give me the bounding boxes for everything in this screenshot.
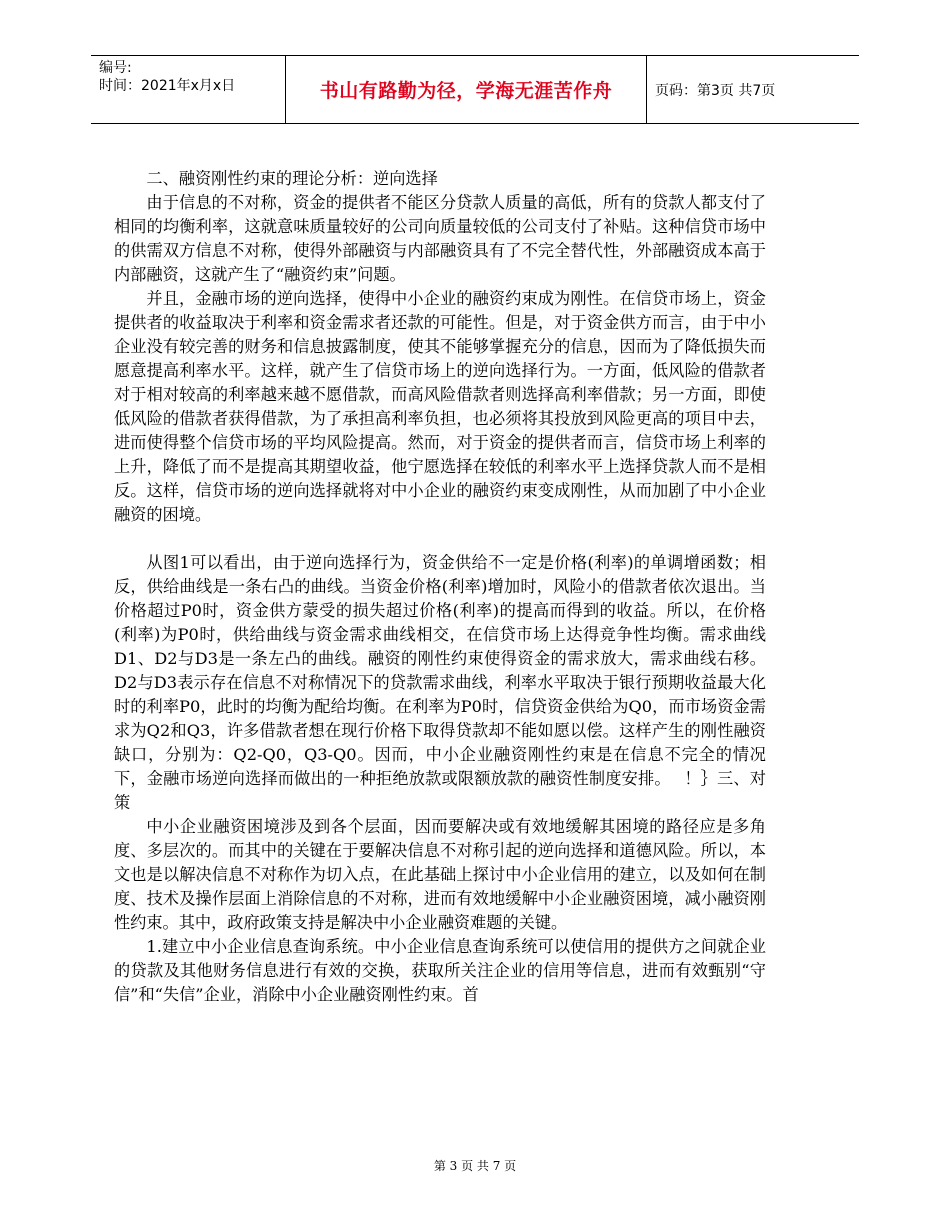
document-body [114, 167, 766, 1007]
paragraph: 中小企业融资困境涉及到各个层面，因而要解决或有效地缓解其困境的路径应是多角度、多层次的。而其中的关键在于要解决信息不对称引起的逆向选择和道德风险。所以，本文也是以解决信息不对称作为切入点，在此基础上探讨中小企业信用的建立，以及如何在制度、技术及操作层面上消除信息的不对称，进而有效地缓解中小企业融资困境，减小融资刚性约束。其中，政府政策支持是解决中小企业融资难题的关键。 [114, 817, 766, 932]
paragraph: 1.建立中小企业信息查询系统。中小企业信息查询系统可以使信用的提供方之间就企业的贷款及其他财务信息进行有效的交换，获取所关注企业的信用等信息，进而有效甄别“守信”和“失信”企业，消除中小企业融资刚性约束。首 [114, 937, 766, 1004]
motto-text: 书山有路勤为径，学海无涯苦作舟 [319, 80, 613, 102]
page-header [91, 55, 859, 124]
number-label: 编号: [99, 60, 132, 76]
paragraph: 由于信息的不对称，资金的提供者不能区分贷款人质量的高低，所有的贷款人都支付了相同的均衡利率，这就意味质量较好的公司向质量较低的公司支付了补贴。这种信贷市场中的供需双方信息不对称，使得外部融资与内部融资具有了不完全替代性，外部融资成本高于内部融资，这就产生了“融资约束”问题。 [114, 193, 766, 284]
paragraph: 从图1可以看出，由于逆向选择行为，资金供给不一定是价格(利率)的单调增函数；相反，供给曲线是一条右凸的曲线。当资金价格(利率)增加时，风险小的借款者依次退出。当价格超过P0时，资金供方蒙受的损失超过价格(利率)的提高而得到的收益。所以，在价格(利率)为P0时，供给曲线与资金需求曲线相交，在信贷市场上达得竞争性均衡。需求曲线D1、D2与D3是一条左凸的曲线。融资的刚性约束使得资金的需求放大，需求曲线右移。D2与D3表示存在信息不对称情况下的贷款需求曲线，利率水平取决于银行预期收益最大化时的利率P0，此时的均衡为配给均衡。在利率为P0时，信贷资金供给为Q0，而市场资金需求为Q2和Q3，许多借款者想在现行价格下取得贷款却不能如愿以偿。这样产生的刚性融资缺口，分别为：Q2-Q0，Q3-Q0。因而，中小企业融资刚性约束是在信息不完全的情况下，金融市场逆向选择而做出的一种拒绝放款或限额放款的融资性制度安排。 ！｝三、对策 [114, 553, 766, 812]
page-info: 页码：第3页 共7页 [655, 83, 776, 99]
header-motto-cell [286, 56, 647, 123]
header-meta-cell [91, 56, 286, 123]
paragraph: 并且，金融市场的逆向选择，使得中小企业的融资约束成为刚性。在信贷市场上，资金提供者的收益取决于利率和资金需求者还款的可能性。但是，对于资金供方而言，由于中小企业没有较完善的财务和信息披露制度，使其不能够掌握充分的信息，因而为了降低损失而愿意提高利率水平。这样，就产生了信贷市场上的逆向选择行为。一方面，低风险的借款者对于相对较高的利率越来越不愿借款，而高风险借款者则选择高利率借款；另一方面，即使低风险的借款者获得借款，为了承担高利率负担，也必须将其投放到风险更高的项目中去，进而使得整个信贷市场的平均风险提高。然而，对于资金的提供者而言，信贷市场上利率的上升，降低了而不是提高其期望收益，他宁愿选择在较低的利率水平上选择贷款人而不是相反。这样，信贷市场的逆向选择就将对中小企业的融资约束变成刚性，从而加剧了中小企业融资的困境。 [114, 289, 766, 524]
header-page-cell [647, 56, 859, 123]
time-label: 时间：2021年x月x日 [99, 78, 236, 94]
section-heading: 二、融资刚性约束的理论分析：逆向选择 [146, 169, 438, 188]
page-footer: 第 3 页 共 7 页 [433, 1159, 517, 1173]
